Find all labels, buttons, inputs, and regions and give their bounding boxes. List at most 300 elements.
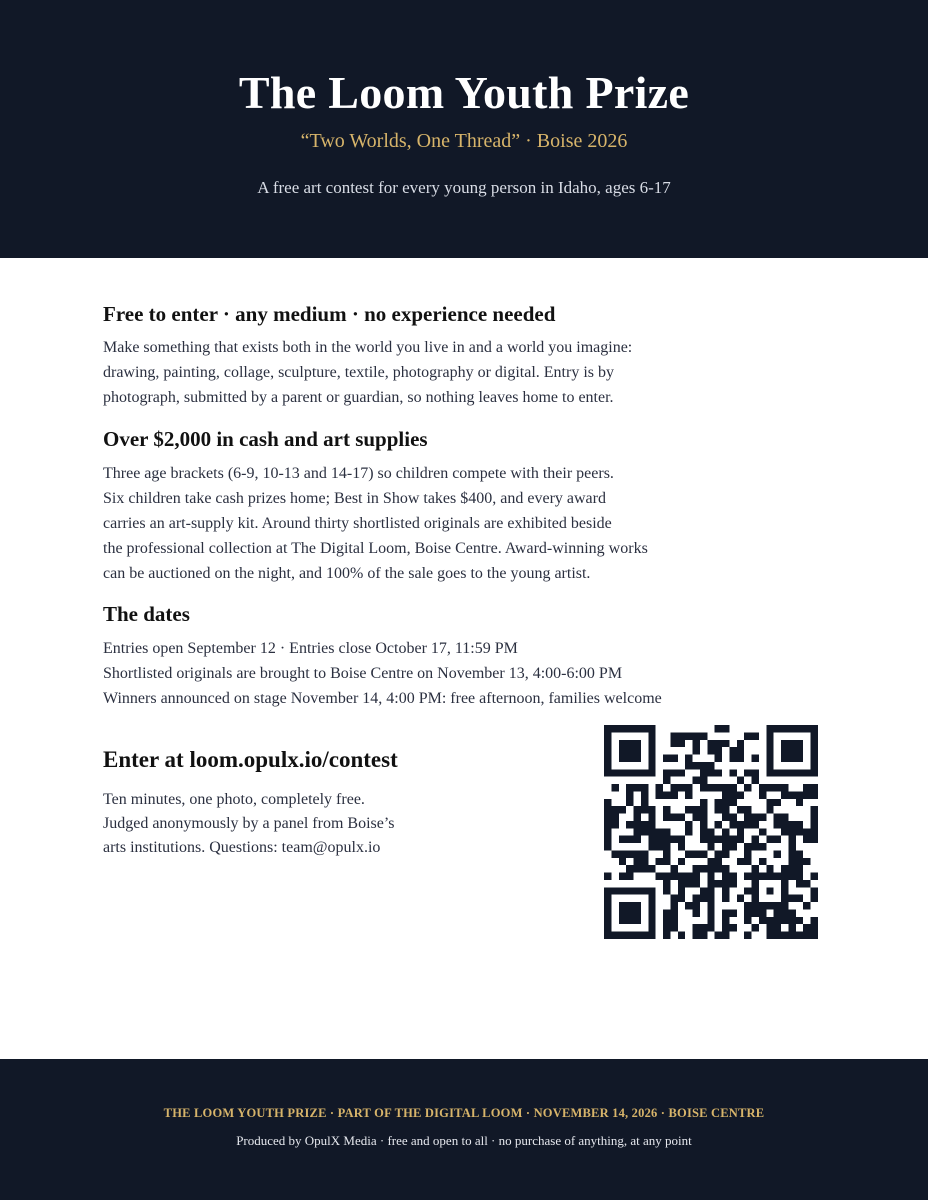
- qr-module: [619, 873, 626, 880]
- qr-module: [729, 821, 736, 828]
- qr-module: [811, 806, 818, 813]
- qr-module: [722, 814, 729, 821]
- date-line: Shortlisted originals are brought to Boise Centre on November 13, 4:00-6:00 PM: [103, 665, 623, 682]
- qr-module: [737, 777, 744, 784]
- qr-module: [648, 836, 655, 843]
- qr-module: [634, 814, 641, 821]
- qr-module: [678, 814, 685, 821]
- qr-module: [752, 755, 759, 762]
- qr-module: [678, 895, 685, 902]
- qr-module: [707, 895, 714, 902]
- qr-module: [811, 917, 818, 924]
- subtitle: A free art contest for every young person in Idaho, ages 6-17: [257, 178, 671, 197]
- qr-module: [729, 784, 736, 791]
- qr-module: [670, 814, 677, 821]
- qr-module: [678, 740, 685, 747]
- qr-module: [678, 843, 685, 850]
- paragraph-line: can be auctioned on the night, and 100% of the sale goes to the young artist.: [103, 565, 591, 582]
- qr-module: [663, 755, 670, 762]
- qr-module: [707, 769, 714, 776]
- paragraph-line: drawing, painting, collage, sculpture, textile, photography or digital. Entry is by: [103, 364, 614, 381]
- qr-module: [759, 917, 766, 924]
- qr-module: [744, 821, 751, 828]
- qr-module: [707, 887, 714, 894]
- qr-module: [678, 858, 685, 865]
- qr-module: [707, 762, 714, 769]
- enter-paragraph: [103, 788, 398, 860]
- qr-module: [700, 806, 707, 813]
- qr-module: [700, 865, 707, 872]
- qr-module: [766, 887, 773, 894]
- qr-module: [670, 902, 677, 909]
- qr-module: [693, 909, 700, 916]
- qr-module: [803, 784, 810, 791]
- qr-module: [634, 821, 641, 828]
- qr-module: [685, 880, 692, 887]
- qr-module: [700, 784, 707, 791]
- qr-module: [604, 843, 611, 850]
- qr-module: [811, 814, 818, 821]
- qr-module: [715, 769, 722, 776]
- qr-module: [700, 887, 707, 894]
- qr-module: [626, 821, 633, 828]
- qr-module: [648, 821, 655, 828]
- qr-module: [737, 821, 744, 828]
- qr-module: [670, 909, 677, 916]
- qr-module: [715, 755, 722, 762]
- qr-module: [626, 799, 633, 806]
- qr-module: [744, 909, 751, 916]
- qr-module: [766, 924, 773, 931]
- section-heading: The dates: [103, 602, 190, 626]
- qr-module: [685, 784, 692, 791]
- qr-module: [722, 828, 729, 835]
- qr-module: [744, 814, 751, 821]
- qr-module: [729, 747, 736, 754]
- qr-module: [626, 836, 633, 843]
- qr-module: [693, 740, 700, 747]
- qr-module: [796, 821, 803, 828]
- section-heading: Free to enter · any medium · no experience needed: [103, 302, 556, 326]
- qr-module: [656, 828, 663, 835]
- qr-module: [604, 828, 611, 835]
- qr-module: [619, 902, 641, 924]
- page-title: The Loom Youth Prize: [238, 67, 690, 118]
- qr-module: [626, 784, 633, 791]
- qr-module: [715, 836, 722, 843]
- qr-module: [619, 836, 626, 843]
- qr-module: [722, 932, 729, 939]
- qr-module: [707, 843, 714, 850]
- qr-module: [722, 909, 729, 916]
- qr-module: [752, 843, 759, 850]
- qr-module: [781, 791, 788, 798]
- qr-module: [752, 836, 759, 843]
- section-enter: [103, 742, 398, 860]
- qr-module: [803, 791, 810, 798]
- qr-module: [796, 791, 803, 798]
- qr-module: [634, 784, 641, 791]
- qr-module: [788, 843, 795, 850]
- qr-module: [774, 799, 781, 806]
- paragraph-line: carries an art-supply kit. Around thirty shortlisted originals are exhibited beside: [103, 515, 612, 532]
- qr-module: [766, 865, 773, 872]
- qr-module: [693, 850, 700, 857]
- qr-module: [678, 873, 685, 880]
- paragraph-line: the professional collection at The Digital Loom, Boise Centre. Award-winning works: [103, 540, 648, 557]
- qr-module: [803, 924, 810, 931]
- qr-module: [796, 850, 803, 857]
- qr-module: [788, 828, 795, 835]
- qr-module: [604, 814, 611, 821]
- qr-module: [663, 828, 670, 835]
- qr-module: [729, 755, 736, 762]
- qr-module: [715, 850, 722, 857]
- paragraph-line: Make something that exists both in the world you live in and a world you imagine:: [103, 339, 633, 356]
- qr-module: [619, 806, 626, 813]
- qr-module: [707, 865, 714, 872]
- qr-module: [670, 784, 677, 791]
- qr-module: [781, 932, 788, 939]
- qr-module: [656, 836, 663, 843]
- qr-module: [811, 784, 818, 791]
- qr-module: [788, 924, 795, 931]
- qr-module: [634, 865, 641, 872]
- qr-module: [796, 895, 803, 902]
- qr-module: [641, 806, 648, 813]
- qr-module: [744, 858, 751, 865]
- qr-module: [722, 850, 729, 857]
- qr-module: [737, 791, 744, 798]
- qr-module: [641, 858, 648, 865]
- section-prizes: [103, 422, 648, 586]
- qr-module: [729, 843, 736, 850]
- qr-module: [634, 806, 641, 813]
- qr-module: [685, 828, 692, 835]
- qr-module: [715, 821, 722, 828]
- qr-module: [752, 814, 759, 821]
- paragraph-line: arts institutions. Questions: team@opulx.io: [103, 839, 381, 856]
- qr-code-icon: [604, 725, 818, 939]
- qr-module: [604, 806, 611, 813]
- qr-module: [803, 828, 810, 835]
- qr-module: [811, 836, 818, 843]
- qr-module: [693, 902, 700, 909]
- qr-module: [634, 828, 641, 835]
- section-dates: [103, 597, 662, 711]
- qr-module: [737, 828, 744, 835]
- qr-module: [663, 880, 670, 887]
- qr-module: [693, 880, 700, 887]
- qr-module: [715, 880, 722, 887]
- qr-module: [634, 858, 641, 865]
- qr-module: [722, 895, 729, 902]
- qr-module: [715, 784, 722, 791]
- header-banner: [0, 0, 928, 258]
- qr-module: [811, 821, 818, 828]
- section-paragraph: [103, 636, 662, 711]
- qr-module: [781, 865, 788, 872]
- qr-module: [774, 932, 781, 939]
- paragraph-line: Three age brackets (6-9, 10-13 and 14-17) so children compete with their peers.: [103, 465, 614, 482]
- qr-module: [744, 932, 751, 939]
- qr-module: [685, 902, 692, 909]
- qr-module: [796, 858, 803, 865]
- qr-module: [611, 814, 618, 821]
- qr-module: [752, 924, 759, 931]
- qr-module: [619, 858, 626, 865]
- qr-module: [774, 784, 781, 791]
- qr-module: [641, 850, 648, 857]
- qr-module: [707, 858, 714, 865]
- qr-module: [604, 821, 611, 828]
- qr-module: [759, 784, 766, 791]
- qr-module: [707, 880, 714, 887]
- qr-module: [715, 740, 722, 747]
- qr-module: [766, 784, 773, 791]
- qr-module: [611, 821, 618, 828]
- qr-module: [722, 873, 729, 880]
- qr-module: [759, 909, 766, 916]
- qr-module: [722, 843, 729, 850]
- qr-module: [744, 917, 751, 924]
- qr-module: [670, 865, 677, 872]
- qr-module: [670, 740, 677, 747]
- qr-module: [781, 821, 788, 828]
- qr-module: [715, 858, 722, 865]
- qr-module: [774, 814, 781, 821]
- qr-module: [604, 799, 611, 806]
- qr-module: [722, 791, 729, 798]
- qr-module: [685, 850, 692, 857]
- qr-module: [715, 932, 722, 939]
- qr-module: [737, 806, 744, 813]
- qr-module: [707, 836, 714, 843]
- qr-module: [685, 873, 692, 880]
- qr-module: [788, 858, 795, 865]
- qr-module: [648, 806, 655, 813]
- qr-module: [774, 821, 781, 828]
- footer-banner: [0, 1059, 928, 1200]
- qr-module: [678, 932, 685, 939]
- qr-module: [693, 762, 700, 769]
- qr-module: [744, 887, 751, 894]
- qr-module: [700, 924, 707, 931]
- date-line: Winners announced on stage November 14, 4:00 PM: free afternoon, families welcome: [103, 690, 662, 707]
- qr-module: [722, 784, 729, 791]
- qr-module: [663, 858, 670, 865]
- qr-module: [744, 843, 751, 850]
- qr-module: [663, 932, 670, 939]
- qr-module: [678, 887, 685, 894]
- qr-module: [788, 895, 795, 902]
- qr-module: [729, 836, 736, 843]
- qr-module: [678, 769, 685, 776]
- qr-module: [670, 873, 677, 880]
- qr-module: [670, 755, 677, 762]
- date-line: Entries open September 12 · Entries close October 17, 11:59 PM: [103, 640, 518, 657]
- qr-module: [774, 924, 781, 931]
- qr-module: [663, 909, 670, 916]
- qr-module: [715, 747, 722, 754]
- qr-module: [670, 917, 677, 924]
- qr-module: [781, 784, 788, 791]
- qr-module: [641, 791, 648, 798]
- qr-module: [707, 917, 714, 924]
- section-heading: Over $2,000 in cash and art supplies: [103, 427, 428, 451]
- qr-module: [803, 858, 810, 865]
- qr-module: [663, 836, 670, 843]
- qr-module: [693, 777, 700, 784]
- paragraph-line: Six children take cash prizes home; Best in Show takes $400, and every award: [103, 490, 606, 507]
- qr-module: [722, 740, 729, 747]
- qr-module: [729, 880, 736, 887]
- qr-code-graphic: [604, 725, 818, 939]
- footer-credits-line: Produced by OpulX Media · free and open to all · no purchase of anything, at any point: [236, 1133, 692, 1148]
- qr-module: [707, 828, 714, 835]
- qr-module: [663, 806, 670, 813]
- qr-module: [766, 836, 773, 843]
- qr-module: [670, 924, 677, 931]
- qr-module: [685, 821, 692, 828]
- qr-module: [604, 873, 611, 880]
- qr-module: [796, 799, 803, 806]
- qr-module: [752, 821, 759, 828]
- qr-module: [663, 873, 670, 880]
- qr-module: [611, 784, 618, 791]
- qr-module: [700, 777, 707, 784]
- qr-module: [693, 895, 700, 902]
- qr-module: [811, 887, 818, 894]
- qr-module: [722, 725, 729, 732]
- qr-module: [700, 732, 707, 739]
- qr-module: [670, 895, 677, 902]
- qr-module: [766, 917, 773, 924]
- qr-module: [759, 791, 766, 798]
- qr-module: [685, 732, 692, 739]
- qr-module: [744, 784, 751, 791]
- qr-module: [788, 932, 795, 939]
- qr-module: [611, 806, 618, 813]
- qr-module: [700, 828, 707, 835]
- qr-module: [685, 762, 692, 769]
- qr-module: [693, 814, 700, 821]
- qr-module: [774, 836, 781, 843]
- qr-module: [759, 843, 766, 850]
- qr-module: [656, 791, 663, 798]
- paragraph-line: Judged anonymously by a panel from Boise’s: [103, 815, 395, 832]
- qr-module: [707, 909, 714, 916]
- qr-module: [737, 836, 744, 843]
- section-paragraph: [103, 461, 648, 586]
- qr-module: [656, 858, 663, 865]
- qr-module: [803, 836, 810, 843]
- qr-module: [641, 828, 648, 835]
- qr-module: [715, 799, 722, 806]
- qr-module: [656, 784, 663, 791]
- qr-module: [729, 791, 736, 798]
- qr-module: [796, 865, 803, 872]
- qr-module: [788, 836, 795, 843]
- qr-module: [722, 799, 729, 806]
- qr-module: [700, 895, 707, 902]
- qr-module: [722, 865, 729, 872]
- qr-module: [781, 828, 788, 835]
- qr-module: [700, 932, 707, 939]
- qr-module: [685, 755, 692, 762]
- qr-module: [715, 806, 722, 813]
- qr-module: [663, 791, 670, 798]
- qr-module: [796, 932, 803, 939]
- qr-module: [811, 895, 818, 902]
- qr-module: [774, 909, 781, 916]
- qr-module: [722, 924, 729, 931]
- qr-module: [737, 740, 744, 747]
- qr-module: [700, 762, 707, 769]
- qr-module: [634, 836, 641, 843]
- qr-module: [759, 828, 766, 835]
- qr-module: [693, 747, 700, 754]
- qr-module: [641, 865, 648, 872]
- qr-module: [759, 814, 766, 821]
- qr-module: [766, 932, 773, 939]
- qr-module: [641, 821, 648, 828]
- qr-module: [715, 865, 722, 872]
- qr-module: [663, 814, 670, 821]
- entry-url-heading[interactable]: Enter at loom.opulx.io/contest: [103, 747, 398, 772]
- qr-module: [634, 850, 641, 857]
- qr-module: [766, 799, 773, 806]
- qr-module: [626, 850, 633, 857]
- qr-module: [685, 791, 692, 798]
- qr-module: [781, 917, 788, 924]
- qr-module: [693, 732, 700, 739]
- qr-module: [729, 769, 736, 776]
- qr-module: [641, 799, 648, 806]
- qr-module: [678, 836, 685, 843]
- qr-module: [811, 791, 818, 798]
- qr-module: [715, 725, 722, 732]
- qr-module: [737, 895, 744, 902]
- qr-module: [796, 917, 803, 924]
- qr-module: [744, 850, 751, 857]
- qr-module: [693, 924, 700, 931]
- qr-module: [700, 799, 707, 806]
- qr-module: [803, 932, 810, 939]
- qr-module: [700, 836, 707, 843]
- qr-module: [796, 873, 803, 880]
- qr-module: [663, 843, 670, 850]
- qr-module: [656, 843, 663, 850]
- qr-module: [796, 880, 803, 887]
- section-paragraph: [103, 335, 632, 410]
- qr-module: [707, 924, 714, 931]
- qr-module: [619, 850, 626, 857]
- qr-module: [774, 917, 781, 924]
- qr-module: [678, 732, 685, 739]
- qr-module: [722, 806, 729, 813]
- qr-module: [707, 747, 714, 754]
- qr-module: [648, 828, 655, 835]
- qr-module: [759, 858, 766, 865]
- qr-module: [788, 791, 795, 798]
- qr-module: [788, 850, 795, 857]
- qr-module: [788, 917, 795, 924]
- qr-module: [678, 880, 685, 887]
- qr-module: [700, 850, 707, 857]
- qr-module: [811, 873, 818, 880]
- qr-module: [700, 769, 707, 776]
